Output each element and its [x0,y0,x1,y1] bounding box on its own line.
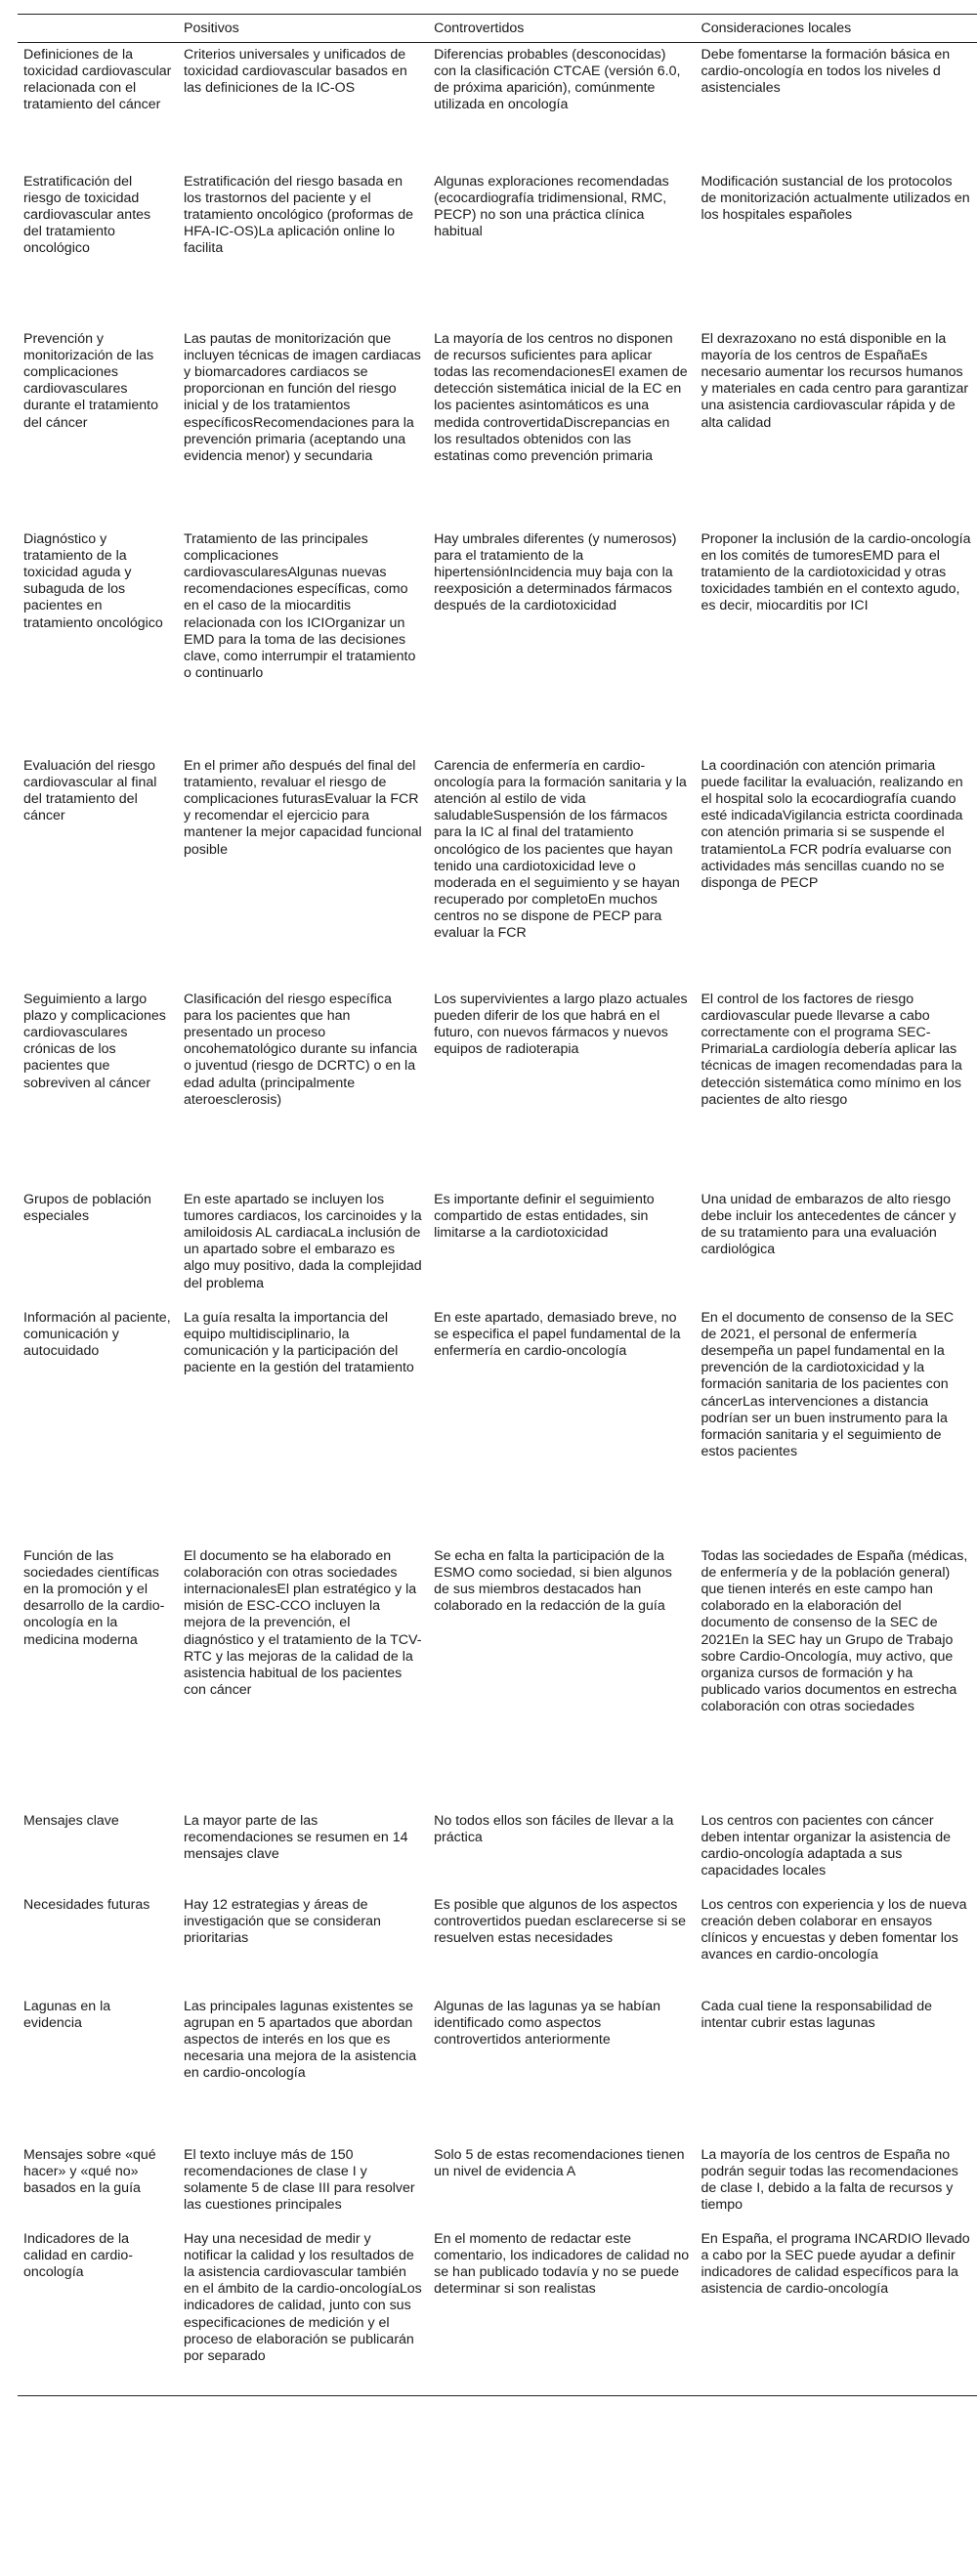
header-positivos: Positivos [184,21,239,36]
cell-controvertidos: Algunas exploraciones recomendadas (ecocardiografía tridimensional, RMC, PECP) no son una práctica clínica habitual [434,174,669,240]
cell-positivos: El texto incluye más de 150 recomendaciones de clase I y solamente 5 de clase III para resolver las cuestiones principales [184,2147,415,2214]
cell-positivos: Hay 12 estrategias y áreas de investigación que se consideran prioritarias [184,1897,381,1947]
row-topic: Diagnóstico y tratamiento de la toxicidad aguda y subaguda de los pacientes en tratamiento oncológico [23,531,163,631]
cell-consideraciones: Todas las sociedades de España (médicas, de enfermería y de la población general) que tienen interés en este campo han colaborado en la elaboración del documento de consenso de la SEC de 2021En la SEC hay un Grupo de Trabajo sobre Cardio-Oncología, muy activo, que organiza cursos de formación y ha publicado varios documentos en estrecha colaboración con otras sociedades [701,1548,968,1714]
cell-positivos: La guía resalta la importancia del equipo multidisciplinario, la comunicación y la participación del paciente en la gestión del tratamiento [184,1310,414,1376]
table-row [18,754,977,988]
table-row [18,1995,977,2143]
table-row [18,1893,977,1995]
cell-controvertidos: Es posible que algunos de los aspectos controvertidos puedan esclarecerse si se resuelven estas necesidades [434,1897,687,1947]
cell-positivos: Clasificación del riesgo específica para los pacientes que han presentado un proceso oncohematológico durante su infancia o juventud (riesgo de DCRTC) o en la edad adulta (principalmente ateroesclerosis) [184,992,417,1108]
row-topic: Función de las sociedades científicas en la promoción y el desarrollo de la cardio-oncología en la medicina moderna [23,1548,165,1648]
header-controvertidos: Controvertidos [434,21,525,36]
cell-controvertidos: Carencia de enfermería en cardio-oncología para la formación sanitaria y la atención al estilo de vida saludableSuspensión de los fármacos para la IC al final del tratamiento oncológico de los pacientes que hayan tenido una cardiotoxicidad leve o moderada en el seguimiento y se hayan recuperado por completoEn muchos centros no se dispone de PECP para evaluar la FCR [434,758,687,942]
cell-consideraciones: Una unidad de embarazos de alto riesgo debe incluir los antecedentes de cáncer y de su tratamiento para una evaluación cardiológica [701,1192,956,1258]
table-row [18,43,977,171]
row-topic: Lagunas en la evidencia [23,1999,111,2032]
row-topic: Definiciones de la toxicidad cardiovascular relacionada con el tratamiento del cáncer [23,47,172,113]
cell-positivos: Las principales lagunas existentes se agrupan en 5 apartados que abordan aspectos de interés en los que es necesaria una mejora de la asistencia en cardio-oncología [184,1999,417,2082]
cell-positivos: La mayor parte de las recomendaciones se resumen en 14 mensajes clave [184,1813,408,1863]
row-topic: Información al paciente, comunicación y autocuidado [23,1310,171,1360]
table-row [18,327,977,528]
table-row [18,1809,977,1893]
cell-consideraciones: En el documento de consenso de la SEC de 2021, el personal de enfermería desempeña un papel fundamental en la prevención de la cardiotoxicidad y la formación sanitaria de los pacientes con cáncerLas intervenciones a distancia podrían ser un buen instrumento para la formación sanitaria y el seguimiento de estos pacientes [701,1310,955,1459]
header-consideraciones-locales: Consideraciones locales [701,21,852,36]
cell-controvertidos: Se echa en falta la participación de la ESMO como sociedad, si bien algunos de sus miembros destacados han colaborado en la redacción de la guía [434,1548,672,1615]
row-topic: Mensajes sobre «qué hacer» y «qué no» basados en la guía [23,2147,156,2197]
cell-controvertidos: En este apartado, demasiado breve, no se especifica el papel fundamental de la enfermería en cardio-oncología [434,1310,681,1360]
table-row [18,988,977,1188]
cell-consideraciones: Cada cual tiene la responsabilidad de intentar cubrir estas lagunas [701,1999,933,2032]
table-row [18,1188,977,1306]
cell-consideraciones: Los centros con pacientes con cáncer deben intentar organizar la asistencia de cardio-oncología adaptada a sus capacidades locales [701,1813,951,1879]
cell-controvertidos: Solo 5 de estas recomendaciones tienen un nivel de evidencia A [434,2147,685,2180]
row-topic: Necesidades futuras [23,1897,150,1914]
table-row [18,2227,977,2396]
cell-consideraciones: La mayoría de los centros de España no podrán seguir todas las recomendaciones de clase I, debido a la falta de recursos y tiempo [701,2147,958,2214]
header-row [18,15,977,43]
cell-positivos: El documento se ha elaborado en colaboración con otras sociedades internacionalesEl plan estratégico y la misión de ESC-CCO incluyen la mejora de la prevención, el diagnóstico y el tratamiento de la TCV-RTC y las mejoras de la calidad de la asistencia habitual de los pacientes con cáncer [184,1548,422,1698]
row-topic: Evaluación del riesgo cardiovascular al final del tratamiento del cáncer [23,758,157,824]
header-empty [18,15,178,43]
cell-consideraciones: Modificación sustancial de los protocolos de monitorización actualmente utilizados en los hospitales españoles [701,174,970,224]
row-topic: Seguimiento a largo plazo y complicaciones cardiovasculares crónicas de los pacientes que sobreviven al cáncer [23,992,166,1091]
table-row [18,528,977,754]
cell-controvertidos: Es importante definir el seguimiento compartido de estas entidades, sin limitarse a la cardiotoxicidad [434,1192,655,1242]
row-topic: Mensajes clave [23,1813,119,1830]
cell-consideraciones: La coordinación con atención primaria puede facilitar la evaluación, realizando en el hospital solo la ecocardiografía cuando esté indicadaVigilancia estricta coordinada con atención primaria si se suspende el tratamientoLa FCR podría evaluarse con actividades más sencillas cuando no se disponga de PECP [701,758,963,891]
cell-positivos: Estratificación del riesgo basada en los trastornos del paciente y el tratamiento oncológico (proformas de HFA-IC-OS)La aplicación online lo facilita [184,174,414,257]
cell-consideraciones: En España, el programa INCARDIO llevado a cabo por la SEC puede ayudar a definir indicadores de calidad específicos para la asistencia de cardio-oncología [701,2231,970,2298]
table-row [18,1306,977,1544]
cell-positivos: En el primer año después del final del tratamiento, revaluar el riesgo de complicaciones futurasEvaluar la FCR y recomendar el ejercicio para mantener la mejor capacidad funcional posible [184,758,422,858]
row-topic: Prevención y monitorización de las complicaciones cardiovasculares durante el tratamiento del cáncer [23,331,159,431]
cell-consideraciones: Los centros con experiencia y los de nueva creación deben colaborar en ensayos clínicos y encuestas y deben fomentar los avances en cardio-oncología [701,1897,967,1964]
row-topic: Estratificación del riesgo de toxicidad cardiovascular antes del tratamiento oncológico [23,174,151,257]
recommendations-table [18,14,977,2396]
table-row [18,170,977,327]
cell-positivos: Criterios universales y unificados de toxicidad cardiovascular basados en las definiciones de la IC-OS [184,47,407,97]
row-topic: Indicadores de la calidad en cardio-oncología [23,2231,133,2281]
cell-controvertidos: En el momento de redactar este comentario, los indicadores de calidad no se han publicado todavía y no se puede determinar si son realistas [434,2231,690,2298]
cell-controvertidos: La mayoría de los centros no disponen de recursos suficientes para aplicar todas las recomendacionesEl examen de detección sistemática inicial de la EC en los pacientes asintomáticos es una medida controvertidaDiscrepancias en los resultados obtenidos con las estatinas como prevención primaria [434,331,688,464]
cell-controvertidos: Hay umbrales diferentes (y numerosos) para el tratamiento de la hipertensiónIncidencia muy baja con la reexposición a determinados fármacos después de la cardiotoxicidad [434,531,677,614]
cell-positivos: Tratamiento de las principales complicaciones cardiovascularesAlgunas nuevas recomendaciones específicas, como en el caso de la miocarditis relacionada con los ICIOrganizar un EMD para la toma de las decisiones clave, como interrumpir el tratamiento o continuarlo [184,531,416,681]
cell-consideraciones: El dexrazoxano no está disponible en la mayoría de los centros de EspañaEs necesario aumentar los recursos humanos y materiales en cada centro para garantizar una asistencia cardiovascular rápida y de alta calidad [701,331,969,431]
cell-positivos: Hay una necesidad de medir y notificar la calidad y los resultados de la asistencia cardiovascular también en el ámbito de la cardio-oncologíaLos indicadores de calidad, junto con sus especificaciones de medición y el proceso de elaboración se publicarán por separado [184,2231,422,2364]
cell-positivos: En este apartado se incluyen los tumores cardiacos, los carcinoides y la amiloidosis AL cardiacaLa inclusión de un apartado sobre el embarazo es algo muy positivo, dada la complejidad del problema [184,1192,422,1291]
cell-consideraciones: Proponer la inclusión de la cardio-oncología en los comités de tumoresEMD para el tratamiento de la cardiotoxicidad y otras toxicidades también en el contexto agudo, es decir, miocarditis por ICI [701,531,971,614]
cell-controvertidos: No todos ellos son fáciles de llevar a la práctica [434,1813,674,1846]
table-header [18,15,977,43]
cell-controvertidos: Los supervivientes a largo plazo actuales pueden diferir de los que habrá en el futuro, con nuevos fármacos y nuevos equipos de radioterapia [434,992,688,1058]
row-topic: Grupos de población especiales [23,1192,151,1225]
table-row [18,2143,977,2227]
table-row [18,1544,977,1809]
cell-controvertidos: Algunas de las lagunas ya se habían identificado como aspectos controvertidos anteriormente [434,1999,661,2048]
cell-controvertidos: Diferencias probables (desconocidas) con la clasificación CTCAE (versión 6.0, de próxima aparición), comúnmente utilizada en oncología [434,47,681,113]
table-body [18,43,977,2396]
cell-positivos: Las pautas de monitorización que incluyen técnicas de imagen cardiacas y biomarcadores cardiacos se proporcionan en función del riesgo inicial y de los tratamientos específicosRecomendaciones para la prevención primaria (aceptando una evidencia menor) y secundaria [184,331,421,464]
cell-consideraciones: Debe fomentarse la formación básica en cardio-oncología en todos los niveles d asistenciales [701,47,951,97]
cell-consideraciones: El control de los factores de riesgo cardiovascular puede llevarse a cabo correctamente con el programa SEC-PrimariaLa cardiología debería aplicar las técnicas de imagen recomendadas para la detección sistemática como mínimo en los pacientes de alto riesgo [701,992,962,1108]
